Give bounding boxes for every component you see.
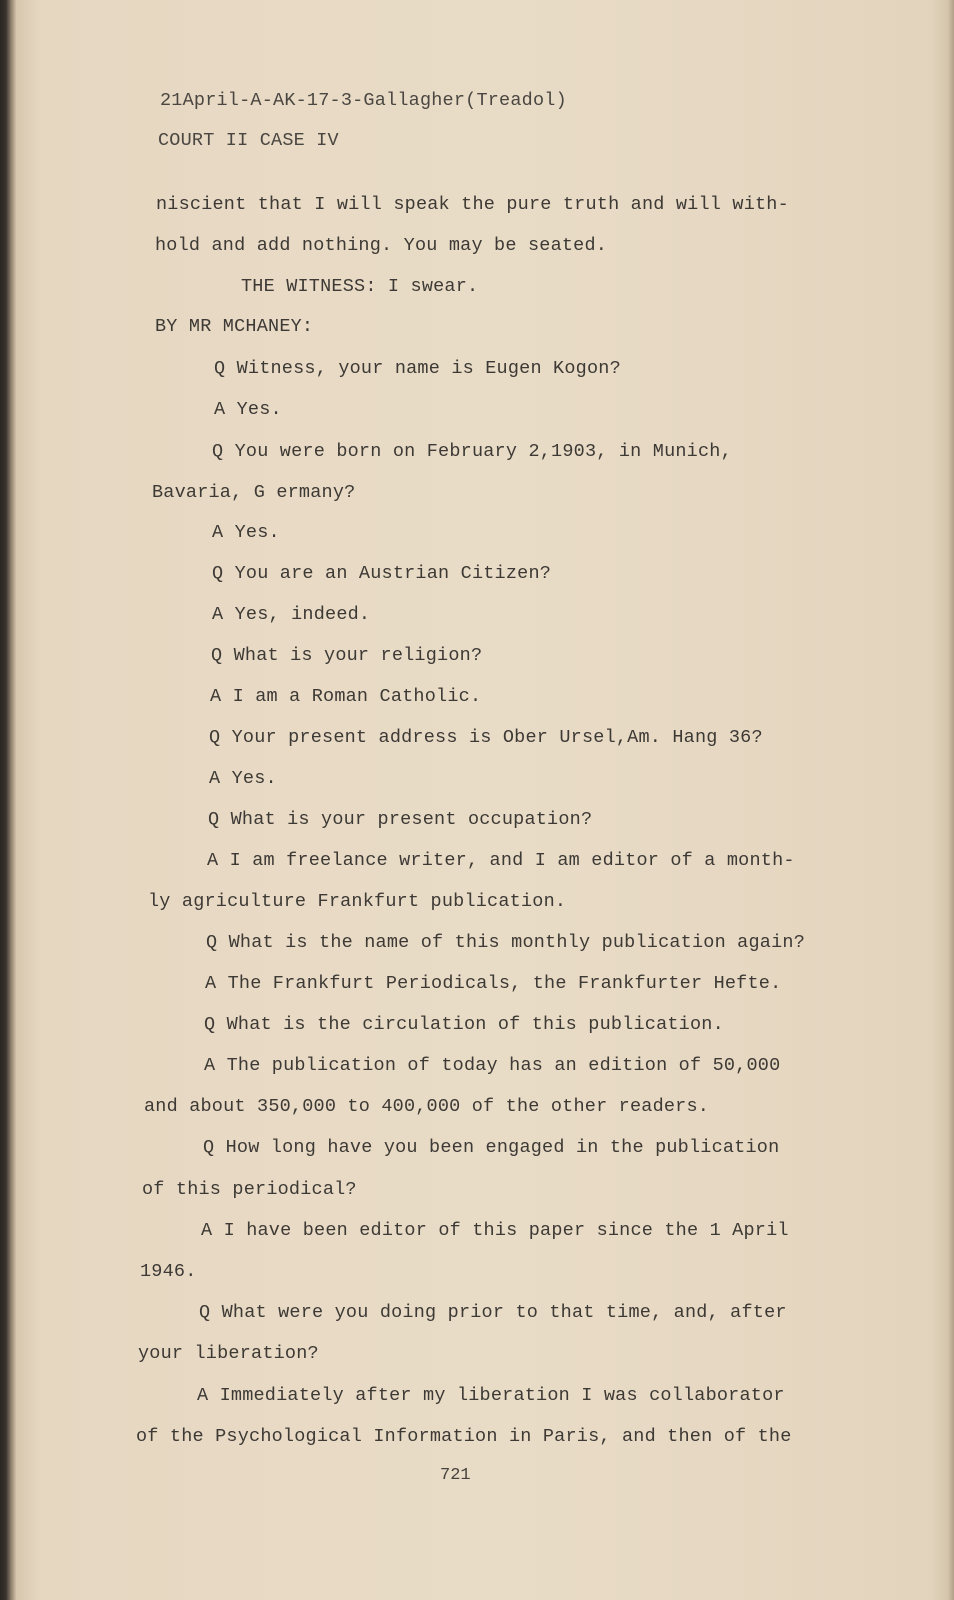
transcript-line: and about 350,000 to 400,000 of the other readers.	[144, 1096, 710, 1117]
transcript-line: Q What is the circulation of this publication.	[204, 1014, 724, 1035]
transcript-line: ly agriculture Frankfurt publication.	[148, 891, 567, 912]
transcript-line: Q What were you doing prior to that time, and, after	[199, 1302, 787, 1323]
transcript-line: of the Psychological Information in Paris, and then of the	[136, 1426, 792, 1447]
transcript-line: A The publication of today has an edition of 50,000	[204, 1055, 781, 1076]
header-line-2: COURT II CASE IV	[158, 130, 339, 151]
header-line-1: 21April-A-AK-17-3-Gallagher(Treadol)	[160, 90, 567, 111]
transcript-line: A Yes.	[212, 522, 280, 543]
transcript-line: A I am a Roman Catholic.	[210, 686, 482, 707]
transcript-line: Q What is the name of this monthly publication again?	[206, 932, 805, 953]
transcript-line: THE WITNESS: I swear.	[241, 276, 479, 297]
transcript-line: Q You were born on February 2,1903, in Munich,	[212, 441, 732, 462]
transcript-line: A Yes, indeed.	[212, 604, 371, 625]
transcript-line: BY MR MCHANEY:	[155, 316, 314, 337]
page-number: 721	[440, 1466, 471, 1485]
transcript-line: A The Frankfurt Periodicals, the Frankfurter Hefte.	[205, 973, 782, 994]
transcript-line: Q Your present address is Ober Ursel,Am. Hang 36?	[209, 727, 763, 748]
transcript-line: A I am freelance writer, and I am editor of a month-	[207, 850, 795, 871]
transcript-line: Q What is your present occupation?	[208, 809, 593, 830]
transcript-line: A I have been editor of this paper since the 1 April	[201, 1220, 789, 1241]
transcript-line: your liberation?	[138, 1343, 319, 1364]
transcript-line: hold and add nothing. You may be seated.	[155, 235, 608, 256]
transcript-line: 1946.	[140, 1261, 197, 1282]
page-binding-edge	[0, 0, 16, 1600]
transcript-line: of this periodical?	[142, 1179, 357, 1200]
transcript-line: Q How long have you been engaged in the publication	[203, 1137, 780, 1158]
page-right-edge	[948, 0, 954, 1600]
transcript-line: Q You are an Austrian Citizen?	[212, 563, 552, 584]
transcript-line: A Yes.	[209, 768, 277, 789]
transcript-line: A Yes.	[214, 399, 282, 420]
transcript-line: Q What is your religion?	[211, 645, 483, 666]
transcript-line: Bavaria, G ermany?	[152, 482, 356, 503]
transcript-line: Q Witness, your name is Eugen Kogon?	[214, 358, 621, 379]
transcript-line: niscient that I will speak the pure truth and will with-	[156, 194, 789, 215]
transcript-line: A Immediately after my liberation I was collaborator	[197, 1385, 785, 1406]
